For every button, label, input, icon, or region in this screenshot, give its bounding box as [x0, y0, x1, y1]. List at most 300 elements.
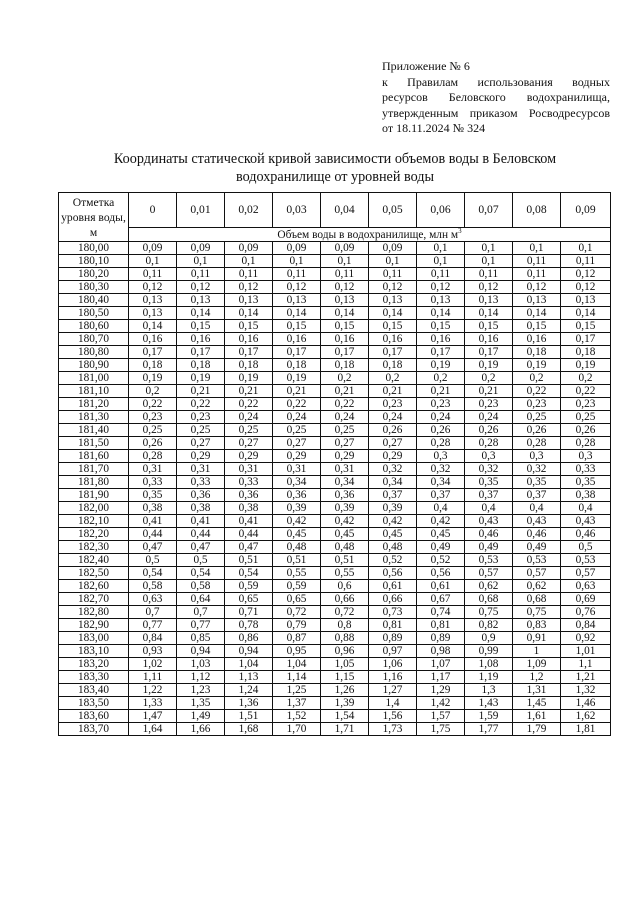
volume-cell: 1,61 [513, 710, 561, 723]
volume-cell: 0,56 [417, 567, 465, 580]
volume-cell: 1,57 [417, 710, 465, 723]
volume-cell: 0,28 [561, 437, 611, 450]
volume-cell: 0,21 [417, 385, 465, 398]
volume-cell: 0,23 [177, 411, 225, 424]
level-cell: 182,70 [59, 593, 129, 606]
volume-cell: 0,63 [129, 593, 177, 606]
volume-cell: 0,25 [561, 411, 611, 424]
volume-cell: 0,54 [225, 567, 273, 580]
appendix-title: Приложение № 6 [382, 59, 470, 73]
volume-cell: 0,66 [321, 593, 369, 606]
level-cell: 183,50 [59, 697, 129, 710]
volume-cell: 1,22 [129, 684, 177, 697]
table-row [59, 528, 611, 541]
volume-cell: 0,21 [369, 385, 417, 398]
volume-cell: 0,12 [561, 268, 611, 281]
level-cell: 181,10 [59, 385, 129, 398]
level-header: Отметка уровня воды, м [59, 193, 129, 242]
table-row [59, 658, 611, 671]
volume-cell: 1,35 [177, 697, 225, 710]
volume-cell: 0,51 [321, 554, 369, 567]
volume-cell: 1,4 [369, 697, 417, 710]
level-cell: 183,00 [59, 632, 129, 645]
volume-cell: 0,12 [561, 281, 611, 294]
volume-cell: 0,26 [513, 424, 561, 437]
volume-cell: 1,51 [225, 710, 273, 723]
level-cell: 181,70 [59, 463, 129, 476]
volume-cell: 0,31 [273, 463, 321, 476]
volume-cell: 1,70 [273, 723, 321, 736]
volume-cell: 0,65 [273, 593, 321, 606]
table-row [59, 372, 611, 385]
volume-cell: 0,34 [321, 476, 369, 489]
volume-cell: 0,59 [225, 580, 273, 593]
volume-cell: 1,17 [417, 671, 465, 684]
volume-cell: 0,57 [465, 567, 513, 580]
table-row [59, 333, 611, 346]
volume-cell: 0,21 [225, 385, 273, 398]
volume-cell: 0,14 [273, 307, 321, 320]
volume-cell: 0,83 [513, 619, 561, 632]
volume-cell: 0,22 [177, 398, 225, 411]
volume-cell: 0,14 [561, 307, 611, 320]
table-row [59, 385, 611, 398]
title-line: водохранилище от уровней воды [235, 169, 435, 185]
volume-cell: 0,16 [417, 333, 465, 346]
volume-cell: 0,4 [513, 502, 561, 515]
volume-cell: 0,1 [417, 242, 465, 255]
volume-cell: 1,02 [129, 658, 177, 671]
volume-cell: 0,37 [369, 489, 417, 502]
volume-cell: 0,27 [273, 437, 321, 450]
document-title [60, 150, 610, 186]
table-row [59, 450, 611, 463]
volume-cell: 0,91 [513, 632, 561, 645]
volume-cell: 0,17 [321, 346, 369, 359]
volume-cell: 1,04 [225, 658, 273, 671]
level-cell: 181,00 [59, 372, 129, 385]
volume-cell: 0,86 [225, 632, 273, 645]
level-cell: 180,60 [59, 320, 129, 333]
volume-cell: 0,1 [561, 242, 611, 255]
volume-cell: 0,71 [225, 606, 273, 619]
volume-cell: 0,26 [369, 424, 417, 437]
volume-cell: 0,32 [513, 463, 561, 476]
volume-cell: 0,3 [465, 450, 513, 463]
volume-cell: 0,14 [465, 307, 513, 320]
level-cell: 181,80 [59, 476, 129, 489]
volume-cell: 0,13 [129, 307, 177, 320]
volume-cell: 0,43 [465, 515, 513, 528]
volume-cell: 0,16 [129, 333, 177, 346]
volume-cell: 0,23 [417, 398, 465, 411]
volume-cell: 0,51 [225, 554, 273, 567]
volume-cell: 0,11 [177, 268, 225, 281]
volume-cell: 0,22 [129, 398, 177, 411]
volume-cell: 0,47 [225, 541, 273, 554]
volume-cell: 0,68 [513, 593, 561, 606]
volume-cell: 0,13 [465, 294, 513, 307]
level-cell: 183,70 [59, 723, 129, 736]
volume-cell: 0,46 [513, 528, 561, 541]
volume-cell: 0,19 [177, 372, 225, 385]
column-header: 0,05 [369, 193, 417, 228]
volume-cell: 0,42 [321, 515, 369, 528]
volume-cell: 0,5 [129, 554, 177, 567]
column-header: 0,09 [561, 193, 611, 228]
volume-cell: 0,21 [465, 385, 513, 398]
volume-cell: 1,75 [417, 723, 465, 736]
table-row [59, 502, 611, 515]
volume-cell: 0,19 [129, 372, 177, 385]
volume-cell: 0,2 [129, 385, 177, 398]
volume-cell: 1,27 [369, 684, 417, 697]
table-row [59, 307, 611, 320]
volume-cell: 0,2 [369, 372, 417, 385]
volume-cell: 0,35 [513, 476, 561, 489]
table-row [59, 255, 611, 268]
volume-cell: 0,09 [369, 242, 417, 255]
table-row [59, 606, 611, 619]
volume-cell: 0,38 [177, 502, 225, 515]
volume-cell: 0,17 [561, 333, 611, 346]
volume-cell: 0,31 [129, 463, 177, 476]
volume-cell: 0,4 [417, 502, 465, 515]
volume-cell: 1,77 [465, 723, 513, 736]
volume-cell: 0,36 [273, 489, 321, 502]
volume-cell: 0,31 [225, 463, 273, 476]
volume-cell: 1,39 [321, 697, 369, 710]
volume-cell: 0,85 [177, 632, 225, 645]
volume-cell: 1,15 [321, 671, 369, 684]
volume-cell: 0,11 [417, 268, 465, 281]
volume-cell: 0,17 [225, 346, 273, 359]
volume-cell: 0,48 [321, 541, 369, 554]
volume-cell: 0,76 [561, 606, 611, 619]
volume-cell: 0,35 [561, 476, 611, 489]
volume-cell: 0,21 [177, 385, 225, 398]
volume-cell: 0,39 [369, 502, 417, 515]
volume-cell: 0,25 [225, 424, 273, 437]
volume-cell: 0,11 [561, 255, 611, 268]
volume-cell: 0,34 [417, 476, 465, 489]
table-row [59, 346, 611, 359]
volume-cell: 0,13 [273, 294, 321, 307]
volume-cell: 1,49 [177, 710, 225, 723]
volume-cell: 0,87 [273, 632, 321, 645]
level-cell: 182,90 [59, 619, 129, 632]
volume-cell: 0,77 [129, 619, 177, 632]
volume-cell: 0,72 [321, 606, 369, 619]
volume-cell: 0,62 [465, 580, 513, 593]
volume-cell: 0,47 [129, 541, 177, 554]
volume-cell: 0,12 [369, 281, 417, 294]
appendix-line: к Правилам использования водных [382, 74, 610, 89]
volume-cell: 0,89 [369, 632, 417, 645]
volume-cell: 0,29 [177, 450, 225, 463]
volume-cell: 0,51 [273, 554, 321, 567]
volume-cell: 0,18 [129, 359, 177, 372]
column-header: 0,08 [513, 193, 561, 228]
level-cell: 182,30 [59, 541, 129, 554]
volume-cell: 0,55 [273, 567, 321, 580]
volume-cell: 0,16 [177, 333, 225, 346]
volume-cell: 0,56 [369, 567, 417, 580]
volume-cell: 0,14 [417, 307, 465, 320]
level-cell: 183,10 [59, 645, 129, 658]
volume-cell: 0,1 [225, 255, 273, 268]
volume-cell: 0,19 [273, 372, 321, 385]
volume-cell: 0,18 [225, 359, 273, 372]
level-cell: 180,10 [59, 255, 129, 268]
volume-cell: 0,14 [225, 307, 273, 320]
volume-cell: 0,38 [561, 489, 611, 502]
volume-cell: 0,43 [561, 515, 611, 528]
volume-cell: 0,36 [225, 489, 273, 502]
volume-cell: 0,21 [321, 385, 369, 398]
volume-cell: 0,18 [369, 359, 417, 372]
volume-cell: 0,36 [177, 489, 225, 502]
volume-cell: 0,75 [513, 606, 561, 619]
volume-cell: 0,22 [273, 398, 321, 411]
volume-cell: 0,15 [225, 320, 273, 333]
volume-cell: 0,37 [465, 489, 513, 502]
volume-cell: 0,45 [369, 528, 417, 541]
volume-cell: 0,24 [465, 411, 513, 424]
volume-header [129, 228, 611, 242]
level-cell: 182,40 [59, 554, 129, 567]
volume-cell: 0,13 [225, 294, 273, 307]
volume-cell: 0,47 [177, 541, 225, 554]
level-cell: 180,40 [59, 294, 129, 307]
volume-cell: 0,42 [369, 515, 417, 528]
volume-cell: 0,82 [465, 619, 513, 632]
level-cell: 182,00 [59, 502, 129, 515]
volume-cell: 0,23 [465, 398, 513, 411]
volume-cell: 1,2 [513, 671, 561, 684]
level-cell: 181,90 [59, 489, 129, 502]
volume-cell: 0,17 [369, 346, 417, 359]
volume-cell: 0,23 [561, 398, 611, 411]
volume-cell: 0,16 [513, 333, 561, 346]
volume-cell: 1,16 [369, 671, 417, 684]
volume-cell: 1,25 [273, 684, 321, 697]
volume-cell: 0,61 [417, 580, 465, 593]
volume-cell: 0,4 [465, 502, 513, 515]
table-row [59, 489, 611, 502]
volume-unit-superscript: 3 [458, 227, 462, 235]
volume-cell: 0,52 [417, 554, 465, 567]
volume-cell: 0,13 [417, 294, 465, 307]
volume-cell: 0,18 [561, 346, 611, 359]
table-body [59, 193, 611, 736]
volume-cell: 0,49 [465, 541, 513, 554]
volume-cell: 0,78 [225, 619, 273, 632]
volume-cell: 0,42 [417, 515, 465, 528]
volume-cell: 1,14 [273, 671, 321, 684]
volume-cell: 0,22 [513, 385, 561, 398]
volume-cell: 0,41 [225, 515, 273, 528]
table-row [59, 476, 611, 489]
volume-cell: 0,15 [465, 320, 513, 333]
table-row [59, 320, 611, 333]
volume-cell: 0,53 [465, 554, 513, 567]
table-row [59, 710, 611, 723]
level-cell: 181,20 [59, 398, 129, 411]
table-row [59, 697, 611, 710]
volume-cell: 0,46 [561, 528, 611, 541]
volume-cell: 0,43 [513, 515, 561, 528]
table-row [59, 294, 611, 307]
volume-cell: 0,14 [369, 307, 417, 320]
volume-cell: 0,36 [321, 489, 369, 502]
volume-cell: 0,13 [321, 294, 369, 307]
volume-cell: 0,09 [321, 242, 369, 255]
volume-cell: 1,09 [513, 658, 561, 671]
column-header: 0,02 [225, 193, 273, 228]
volume-cell: 0,1 [369, 255, 417, 268]
volume-cell: 0,29 [369, 450, 417, 463]
level-cell: 183,20 [59, 658, 129, 671]
volume-cell: 0,09 [273, 242, 321, 255]
volume-cell: 0,6 [321, 580, 369, 593]
volume-cell: 0,59 [273, 580, 321, 593]
volume-cell: 0,16 [465, 333, 513, 346]
volume-cell: 0,11 [129, 268, 177, 281]
volume-cell: 0,26 [561, 424, 611, 437]
volume-cell: 0,17 [129, 346, 177, 359]
volume-cell: 0,17 [273, 346, 321, 359]
volume-cell: 0,39 [273, 502, 321, 515]
volume-cell: 0,97 [369, 645, 417, 658]
table-row [59, 671, 611, 684]
volume-cell: 0,25 [513, 411, 561, 424]
volume-cell: 0,13 [369, 294, 417, 307]
level-cell: 180,30 [59, 281, 129, 294]
volume-cell: 0,49 [513, 541, 561, 554]
volume-cell: 0,34 [273, 476, 321, 489]
level-cell: 182,20 [59, 528, 129, 541]
volume-cell: 0,1 [417, 255, 465, 268]
volume-cell: 0,5 [561, 541, 611, 554]
volume-cell: 1,13 [225, 671, 273, 684]
volume-cell: 0,33 [177, 476, 225, 489]
level-cell: 181,40 [59, 424, 129, 437]
volume-cell: 0,41 [177, 515, 225, 528]
volume-cell: 0,11 [273, 268, 321, 281]
volume-cell: 0,1 [465, 255, 513, 268]
volume-cell: 0,19 [513, 359, 561, 372]
volume-cell: 0,11 [369, 268, 417, 281]
volume-cell: 0,25 [177, 424, 225, 437]
volume-cell: 0,45 [417, 528, 465, 541]
volume-cell: 1,29 [417, 684, 465, 697]
volume-cell: 0,09 [177, 242, 225, 255]
volume-cell: 0,12 [177, 281, 225, 294]
table-row [59, 580, 611, 593]
volume-cell: 0,3 [561, 450, 611, 463]
volume-cell: 0,13 [177, 294, 225, 307]
volume-cell: 0,14 [321, 307, 369, 320]
volume-cell: 0,84 [129, 632, 177, 645]
volume-cell: 0,2 [465, 372, 513, 385]
volume-cell: 1,19 [465, 671, 513, 684]
volume-cell: 0,12 [513, 281, 561, 294]
table-row [59, 593, 611, 606]
volume-cell: 0,67 [417, 593, 465, 606]
volume-cell: 0,31 [321, 463, 369, 476]
volume-cell: 0,57 [561, 567, 611, 580]
volume-cell: 0,2 [513, 372, 561, 385]
level-cell: 181,30 [59, 411, 129, 424]
column-header: 0,04 [321, 193, 369, 228]
volume-cell: 1,73 [369, 723, 417, 736]
volume-cell: 0,13 [513, 294, 561, 307]
volume-cell: 0,18 [321, 359, 369, 372]
volume-cell: 0,11 [513, 268, 561, 281]
volume-cell: 0,38 [225, 502, 273, 515]
volume-cell: 0,12 [273, 281, 321, 294]
volume-cell: 0,44 [177, 528, 225, 541]
volume-cell: 0,75 [465, 606, 513, 619]
volume-cell: 0,1 [513, 242, 561, 255]
volume-cell: 0,33 [561, 463, 611, 476]
volume-cell: 1,43 [465, 697, 513, 710]
level-cell: 180,80 [59, 346, 129, 359]
volume-cell: 0,12 [129, 281, 177, 294]
column-header: 0 [129, 193, 177, 228]
appendix-line: утвержденным приказом Росводресурсов [382, 105, 610, 120]
volume-cell: 0,21 [273, 385, 321, 398]
volume-cell: 0,84 [561, 619, 611, 632]
table-row [59, 645, 611, 658]
volume-cell: 0,15 [417, 320, 465, 333]
volume-cell: 0,64 [177, 593, 225, 606]
volume-cell: 1,36 [225, 697, 273, 710]
volume-cell: 0,44 [225, 528, 273, 541]
table-row [59, 463, 611, 476]
volume-cell: 0,44 [129, 528, 177, 541]
volume-cell: 0,57 [513, 567, 561, 580]
volume-cell: 0,37 [417, 489, 465, 502]
table-row [59, 281, 611, 294]
volume-cell: 1,71 [321, 723, 369, 736]
volume-cell: 1 [513, 645, 561, 658]
volume-cell: 0,2 [321, 372, 369, 385]
level-cell: 181,60 [59, 450, 129, 463]
volume-cell: 0,11 [225, 268, 273, 281]
table-row [59, 541, 611, 554]
volume-cell: 0,22 [561, 385, 611, 398]
volume-cell: 0,58 [129, 580, 177, 593]
volume-cell: 0,72 [273, 606, 321, 619]
level-cell: 182,80 [59, 606, 129, 619]
volume-cell: 0,2 [417, 372, 465, 385]
volume-cell: 0,73 [369, 606, 417, 619]
volume-cell: 0,93 [129, 645, 177, 658]
volume-cell: 1,52 [273, 710, 321, 723]
table-row [59, 554, 611, 567]
volume-cell: 0,3 [417, 450, 465, 463]
volume-cell: 0,13 [129, 294, 177, 307]
volume-cell: 0,24 [369, 411, 417, 424]
level-cell: 183,30 [59, 671, 129, 684]
table-row [59, 567, 611, 580]
volume-cell: 0,23 [369, 398, 417, 411]
volume-cell: 0,99 [465, 645, 513, 658]
volume-cell: 0,19 [561, 359, 611, 372]
volume-cell: 0,2 [561, 372, 611, 385]
